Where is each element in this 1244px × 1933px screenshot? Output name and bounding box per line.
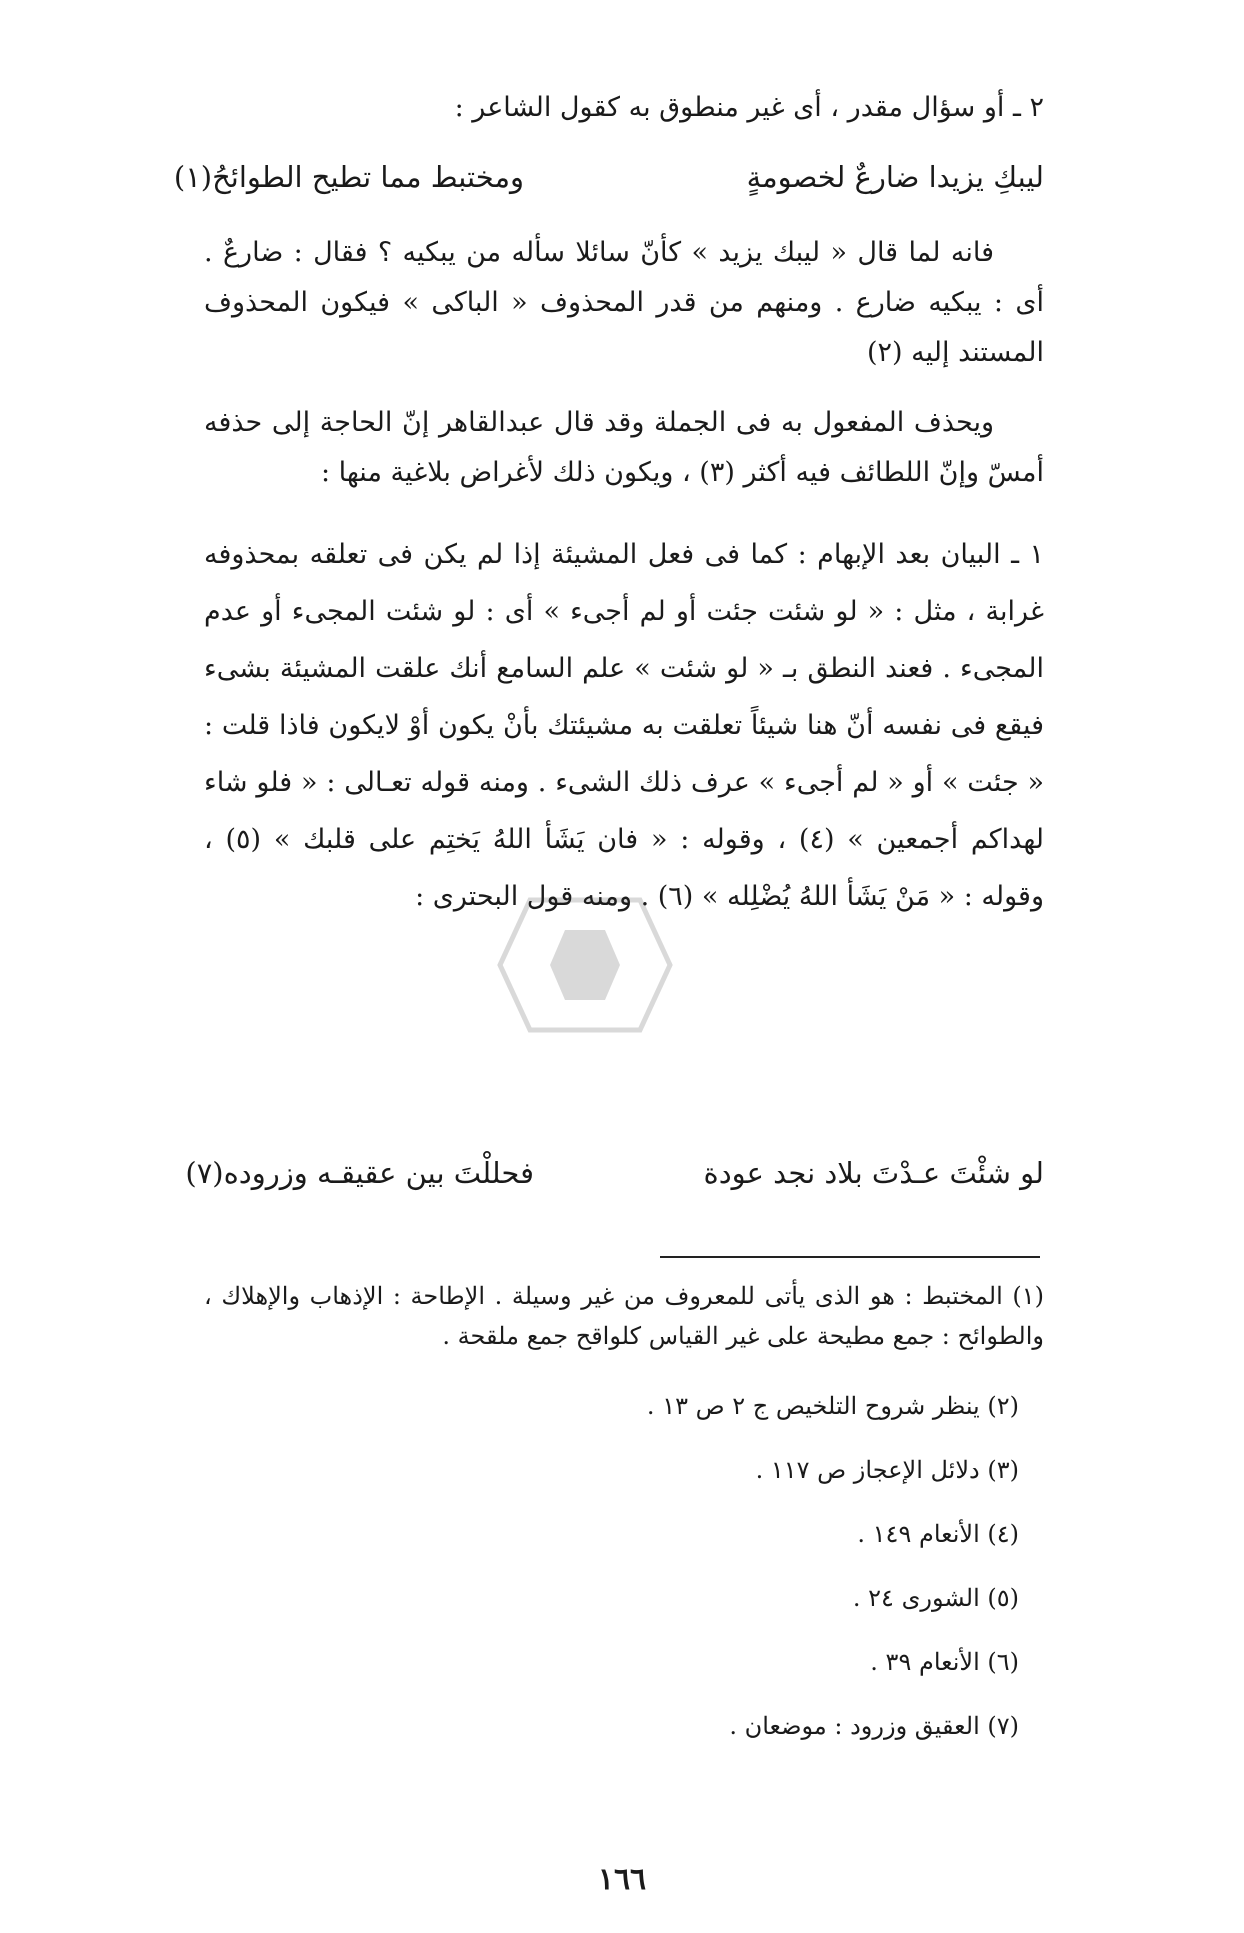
- footnote-separator: [660, 1256, 1040, 1258]
- footnote-4: (٤) الأنعام ١٤٩ .: [857, 1520, 1019, 1548]
- verse-1-first-hemistich: ليبكِ يزيدا ضارعٌ لخصومةٍ: [746, 160, 1044, 194]
- object-deletion-paragraph: ويحذف المفعول به فى الجملة وقد قال عبدالقاهر إنّ الحاجة إلى حذفه أمسّ وإنّ اللطائف فيه أكثر (٣) ، ويكون ذلك لأغراض بلاغية منها :: [204, 407, 1044, 488]
- item-2-line: ٢ ـ أو سؤال مقدر ، أى غير منطوق به كقول الشاعر :: [454, 92, 1044, 123]
- library-stamp-watermark: [470, 890, 700, 1040]
- explanation-paragraph: فانه لما قال « ليبك يزيد » كأنّ سائلا سأله من يبكيه ؟ فقال : ضارعٌ . أى : يبكيه ضارع . ومنهم من قدر المحذوف « الباكى » فيكون المحذوف المستند إليه (٢): [204, 237, 1044, 368]
- verse-2-second-hemistich: فحللْتَ بين عقيقـه وزروده(٧): [185, 1156, 534, 1190]
- footnote-3: (٣) دلائل الإعجاز ص ١١٧ .: [755, 1456, 1019, 1484]
- footnote-1: (١) المختبط : هو الذى يأتى للمعروف من غير وسيلة . الإطاحة : الإذهاب والإهلاك ، والطوائح : جمع مطيحة على غير القياس كلواقح جمع ملقحة .: [204, 1282, 1044, 1350]
- footnote-5: (٥) الشورى ٢٤ .: [852, 1584, 1019, 1612]
- footnote-2: (٢) ينظر شروح التلخيص ج ٢ ص ١٣ .: [646, 1392, 1019, 1420]
- item-1-paragraph: ١ ـ البيان بعد الإبهام : كما فى فعل المشيئة إذا لم يكن فى تعلقه بمحذوفه غرابة ، مثل : « لو شئت جئت أو لم أجىء » أى : لو شئت المجىء أو عدم المجىء . فعند النطق بـ « لو شئت » علم السامع أنك علقت المشيئة بشىء فيقع فى نفسه أنّ هنا شيئاً تعلقت به مشيئتك بأنْ يكون أوْ لايكون فاذا قلت : « جئت » أو « لم أجىء » عرف ذلك الشىء . ومنه قوله تعـالى : « فلو شاء لهداكم أجمعين » (٤) ، وقوله : « فان يَشَأ اللهُ يَختِم على قلبك » (٥) ، وقوله : « مَنْ يَشَأ اللهُ يُضْلِله » (٦) . ومنه قول البحترى :: [204, 539, 1044, 912]
- page-number: ١٦٦: [597, 1862, 647, 1897]
- verse-2-first-hemistich: لو شئْتَ عـدْتَ بلاد نجد عودة: [703, 1156, 1044, 1190]
- footnote-6: (٦) الأنعام ٣٩ .: [870, 1648, 1019, 1676]
- verse-1-second-hemistich: ومختبط مما تطيح الطوائحُ(١): [173, 160, 524, 194]
- footnote-7: (٧) العقيق وزرود : موضعان .: [729, 1712, 1019, 1740]
